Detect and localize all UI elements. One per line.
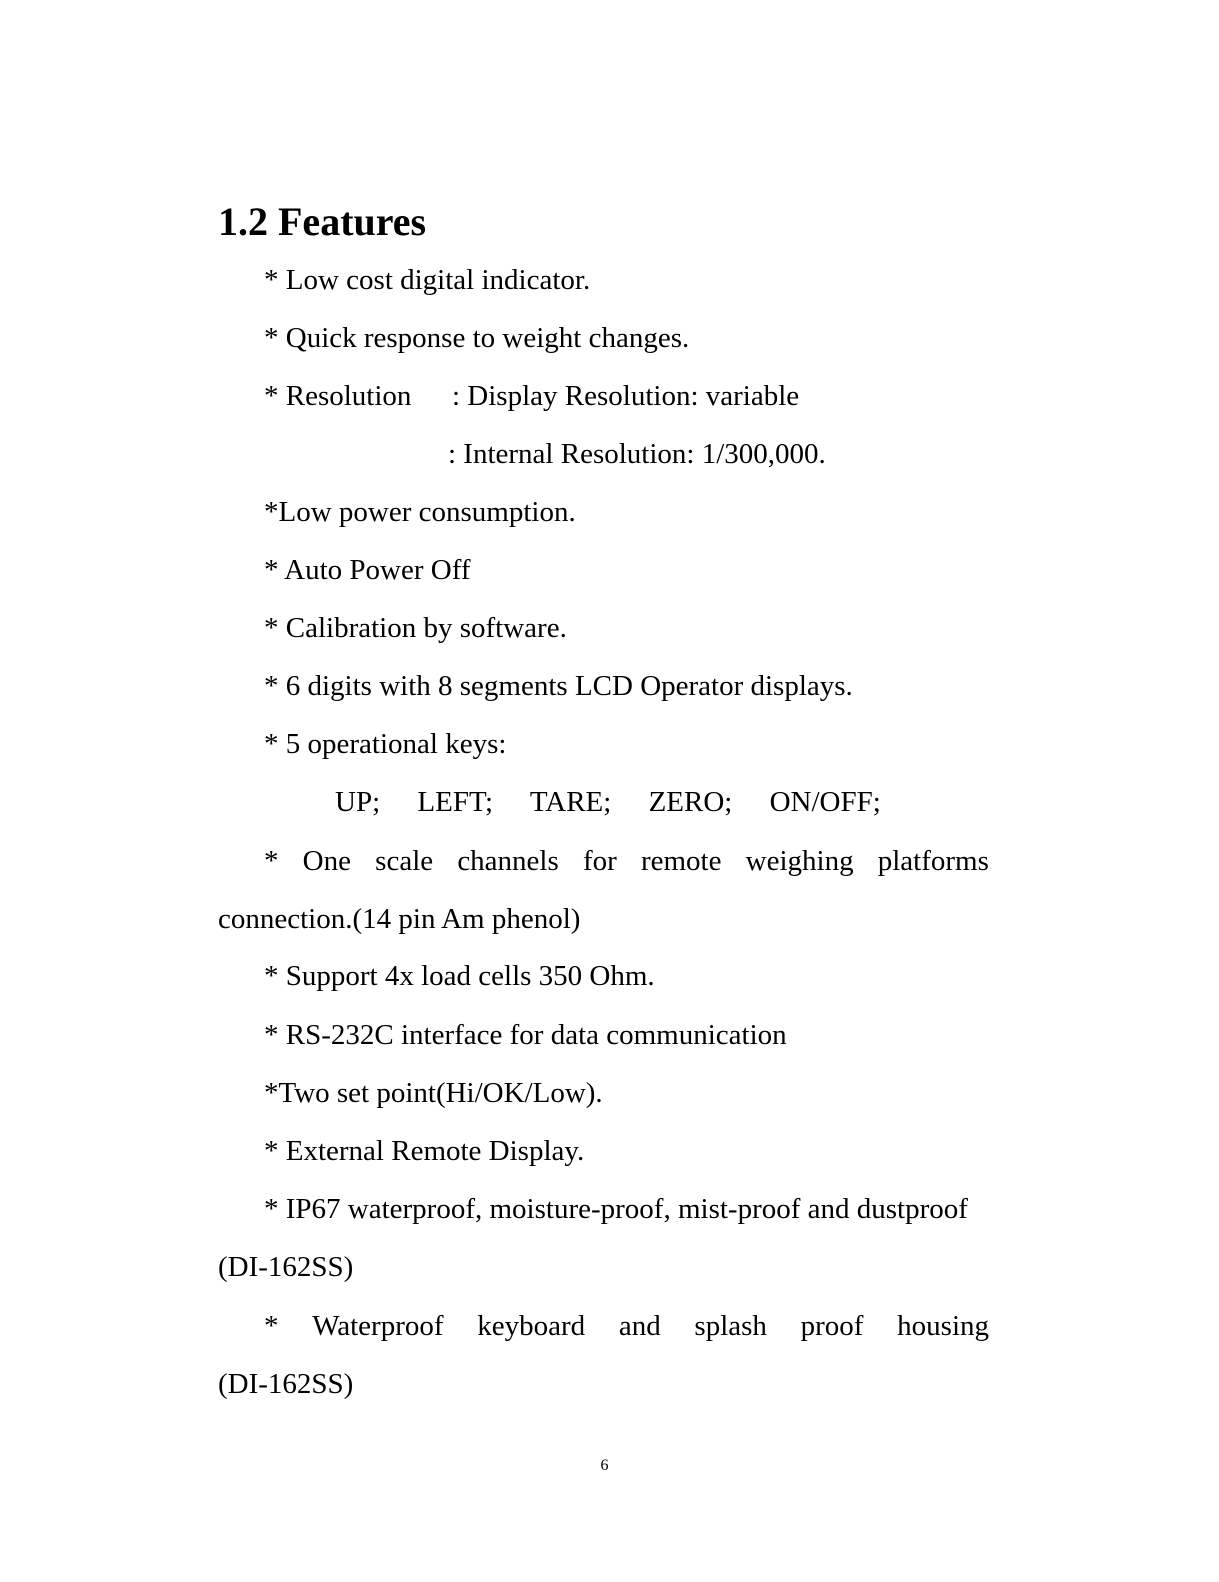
key-tare: TARE; — [529, 786, 612, 818]
feature-display-digits: * 6 digits with 8 segments LCD Operator displays. — [264, 670, 853, 702]
word: proof — [800, 1310, 864, 1342]
feature-keyboard-model: (DI-162SS) — [218, 1368, 354, 1400]
word: keyboard — [477, 1310, 586, 1342]
key-on-off: ON/OFF; — [769, 786, 881, 818]
feature-load-cells: * Support 4x load cells 350 Ohm. — [264, 960, 655, 992]
word: channels — [457, 845, 559, 877]
word: Waterproof — [312, 1310, 444, 1342]
feature-rs232: * RS-232C interface for data communication — [264, 1019, 787, 1051]
key-up: UP; — [335, 786, 381, 818]
word: * — [264, 1310, 279, 1342]
feature-resolution-label: * Resolution — [264, 380, 412, 412]
feature-scale-channels-cont: connection.(14 pin Am phenol) — [218, 903, 581, 935]
word: * — [264, 845, 279, 877]
feature-waterproof-keyboard — [264, 1306, 989, 1346]
feature-calibration: * Calibration by software. — [264, 612, 567, 644]
word: for — [582, 845, 617, 877]
feature-quick-response: * Quick response to weight changes. — [264, 322, 690, 354]
feature-resolution-display: : Display Resolution: variable — [452, 380, 800, 412]
feature-ip67-model: (DI-162SS) — [218, 1251, 354, 1283]
word: housing — [897, 1310, 989, 1342]
section-heading: 1.2 Features — [218, 199, 427, 244]
feature-resolution-internal: : Internal Resolution: 1/300,000. — [448, 438, 826, 470]
page-number: 6 — [600, 1457, 609, 1474]
word: One — [302, 845, 351, 877]
word: and — [618, 1310, 661, 1342]
feature-remote-display: * External Remote Display. — [264, 1135, 585, 1167]
feature-ip67: * IP67 waterproof, moisture-proof, mist-proof and dustproof — [264, 1193, 968, 1225]
key-list — [335, 782, 911, 822]
feature-low-power: *Low power consumption. — [264, 496, 576, 528]
feature-operational-keys: * 5 operational keys: — [264, 728, 507, 760]
word: splash — [694, 1310, 767, 1342]
word: remote — [640, 845, 722, 877]
feature-low-cost: * Low cost digital indicator. — [264, 264, 591, 296]
feature-auto-power-off: * Auto Power Off — [264, 554, 471, 586]
word: scale — [375, 845, 434, 877]
feature-scale-channels — [264, 841, 989, 881]
word: platforms — [877, 845, 989, 877]
key-left: LEFT; — [417, 786, 494, 818]
word: weighing — [745, 845, 854, 877]
feature-set-point: *Two set point(Hi/OK/Low). — [264, 1077, 603, 1109]
key-zero: ZERO; — [648, 786, 733, 818]
